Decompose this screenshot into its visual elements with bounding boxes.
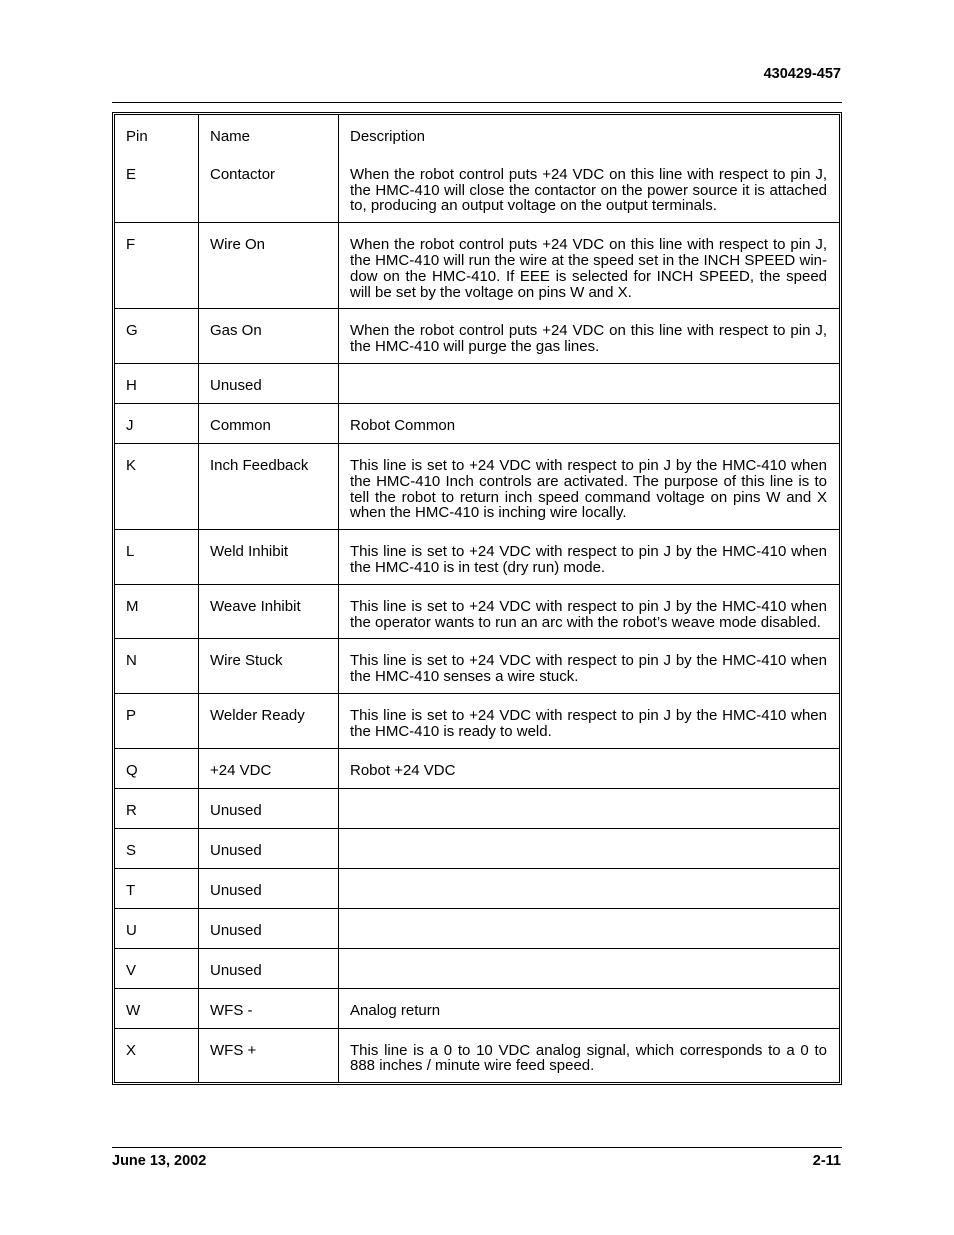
table-body <box>115 153 839 1082</box>
pin-cell: N <box>115 639 199 694</box>
pin-cell: K <box>115 444 199 530</box>
name-cell: Unused <box>199 789 339 829</box>
name-cell: Unused <box>199 909 339 949</box>
description-cell <box>339 949 839 989</box>
pin-cell: R <box>115 789 199 829</box>
description-cell: This line is set to +24 VDC with respect to pin J by the HMC-410 when the operator wants to run an arc with the robot’s weave mode disabled. <box>339 585 839 640</box>
table-row <box>115 530 839 585</box>
table-row <box>115 585 839 640</box>
name-cell: Welder Ready <box>199 694 339 749</box>
name-cell: Unused <box>199 364 339 404</box>
table-row <box>115 749 839 789</box>
column-header-pin: Pin <box>115 115 199 153</box>
name-cell: +24 VDC <box>199 749 339 789</box>
column-header-name: Name <box>199 115 339 153</box>
name-cell: Weave Inhibit <box>199 585 339 640</box>
header-rule <box>112 102 842 103</box>
pin-cell: X <box>115 1029 199 1083</box>
document-number: 430429-457 <box>763 66 841 82</box>
footer-date: June 13, 2002 <box>112 1153 207 1169</box>
description-cell: Robot Common <box>339 404 839 444</box>
pin-cell: P <box>115 694 199 749</box>
footer-rule <box>112 1147 842 1148</box>
description-cell <box>339 869 839 909</box>
pin-cell: L <box>115 530 199 585</box>
table-row <box>115 153 839 223</box>
description-cell <box>339 789 839 829</box>
table-row <box>115 639 839 694</box>
table-row <box>115 223 839 309</box>
table-row <box>115 829 839 869</box>
table-row <box>115 404 839 444</box>
table-row <box>115 789 839 829</box>
pin-cell: F <box>115 223 199 309</box>
description-cell <box>339 909 839 949</box>
page-number: 2-11 <box>812 1153 841 1169</box>
description-cell: When the robot control puts +24 VDC on this line with respect to pin J, the HMC-410 will purge the gas lines. <box>339 309 839 364</box>
name-cell: Unused <box>199 829 339 869</box>
name-cell: Inch Feedback <box>199 444 339 530</box>
pin-cell: J <box>115 404 199 444</box>
pin-cell: V <box>115 949 199 989</box>
description-cell: This line is a 0 to 10 VDC analog signal, which corresponds to a 0 to 888 inches / minute wire feed speed. <box>350 1041 827 1075</box>
table-row <box>115 989 839 1029</box>
name-cell: Contactor <box>199 153 339 223</box>
name-cell: Gas On <box>199 309 339 364</box>
name-cell: Unused <box>199 949 339 989</box>
description-cell <box>339 364 839 404</box>
pin-cell: U <box>115 909 199 949</box>
description-cell: When the robot control puts +24 VDC on this line with respect to pin J, the HMC-410 will close the contactor on the power source it is attached to, producing an output voltage on the output terminals. <box>339 153 839 223</box>
table-row <box>115 1029 839 1083</box>
table-row <box>115 869 839 909</box>
description-cell: This line is set to +24 VDC with respect to pin J by the HMC-410 when the HMC-410 is in test (dry run) mode. <box>339 530 839 585</box>
description-cell: Robot +24 VDC <box>339 749 839 789</box>
pin-table-container <box>112 112 842 1085</box>
name-cell: WFS + <box>199 1029 339 1083</box>
description-cell: This line is set to +24 VDC with respect to pin J by the HMC-410 when the HMC-410 senses a wire stuck. <box>339 639 839 694</box>
description-cell: This line is set to +24 VDC with respect to pin J by the HMC-410 when the HMC-410 is ready to weld. <box>339 694 839 749</box>
table-row <box>115 364 839 404</box>
name-cell: Common <box>199 404 339 444</box>
pin-cell: T <box>115 869 199 909</box>
description-cell: Analog return <box>339 989 839 1029</box>
name-cell: Wire On <box>199 223 339 309</box>
pin-cell: E <box>115 153 199 223</box>
description-cell <box>339 829 839 869</box>
description-cell: This line is set to +24 VDC with respect to pin J by the HMC-410 when the HMC-410 Inch controls are activated. The purpose of this line is to tell the robot to return inch speed command voltage on pins W and X when the HMC-410 is inching wire locally. <box>339 444 839 530</box>
name-cell: Unused <box>199 869 339 909</box>
column-header-description: Description <box>350 128 426 145</box>
pin-cell: Q <box>115 749 199 789</box>
pin-cell: G <box>115 309 199 364</box>
name-cell: Weld Inhibit <box>199 530 339 585</box>
name-cell: WFS - <box>199 989 339 1029</box>
description-cell: When the robot control puts +24 VDC on this line with respect to pin J, the HMC-410 will run the wire at the speed set in the INCH SPEED win-dow on the HMC-410. If EEE is selected for INCH SPEED, the speed will be set by the voltage on pins W and X. <box>339 223 839 309</box>
table-row <box>115 309 839 364</box>
table-row <box>115 694 839 749</box>
table-row <box>115 949 839 989</box>
pin-cell: W <box>115 989 199 1029</box>
pin-cell: H <box>115 364 199 404</box>
name-cell: Wire Stuck <box>199 639 339 694</box>
table-row <box>115 909 839 949</box>
pin-table <box>112 112 842 1085</box>
table-header-row <box>115 115 839 153</box>
pin-cell: M <box>115 585 199 640</box>
pin-cell: S <box>115 829 199 869</box>
table-row <box>115 444 839 530</box>
